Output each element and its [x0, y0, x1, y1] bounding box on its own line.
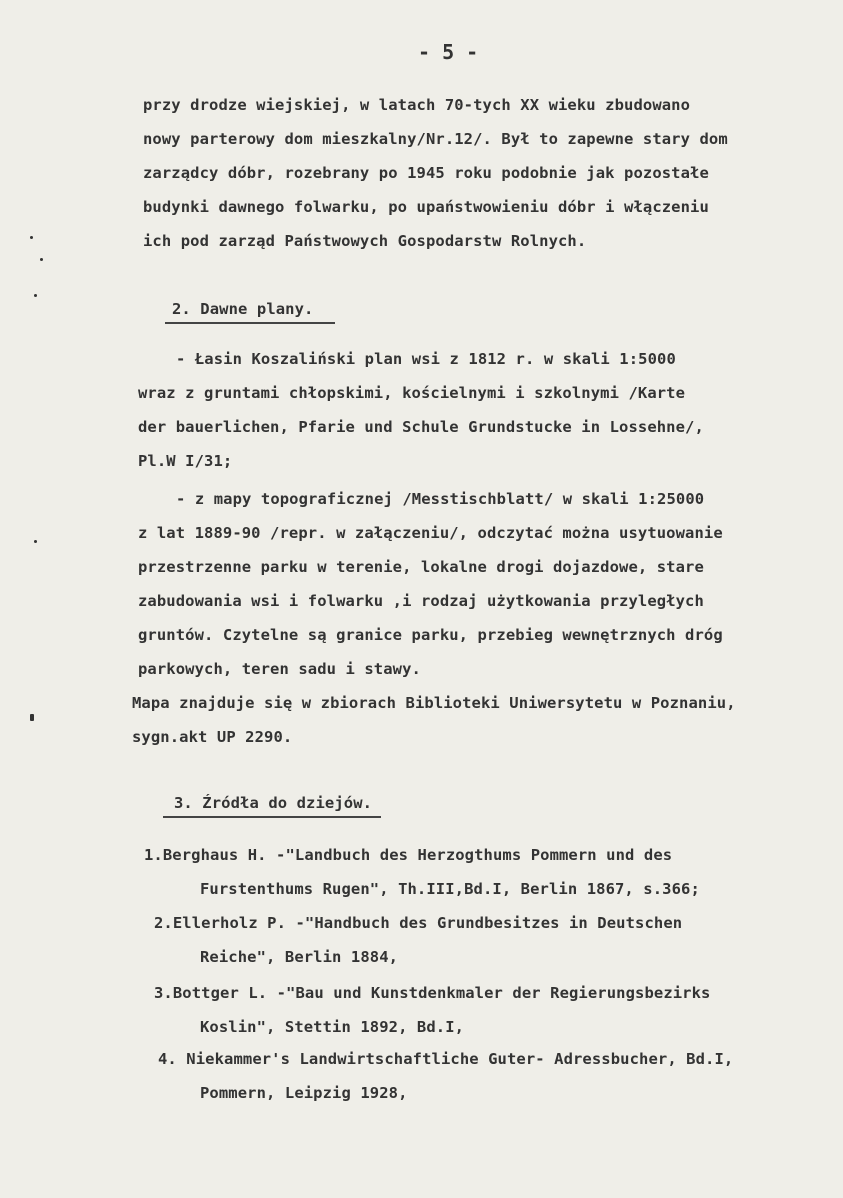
list-item: - z mapy topograficznej /Messtischblatt/ w skali 1:25000	[176, 490, 705, 508]
list-item-continuation: Furstenthums Rugen", Th.III,Bd.I, Berlin 1867, s.366;	[200, 880, 700, 898]
list-item-continuation: Pommern, Leipzig 1928,	[200, 1084, 408, 1102]
paragraph-line: zabudowania wsi i folwarku ,i rodzaj użytkowania przyległych	[138, 592, 704, 610]
list-item-continuation: Reiche", Berlin 1884,	[200, 948, 399, 966]
paragraph-line: sygn.akt UP 2290.	[132, 728, 293, 746]
section-heading: 3. Źródła do dziejów.	[174, 794, 373, 812]
list-item: 3.Bottger L. -"Bau und Kunstdenkmaler der Regierungsbezirks	[154, 984, 711, 1002]
heading-underline	[163, 816, 381, 818]
heading-underline	[165, 322, 335, 324]
paragraph-line: gruntów. Czytelne są granice parku, przebieg wewnętrznych dróg	[138, 626, 723, 644]
margin-mark	[30, 714, 34, 721]
paragraph-line: Pl.W I/31;	[138, 452, 233, 470]
paragraph-line: parkowych, teren sadu i stawy.	[138, 660, 421, 678]
section-heading: 2. Dawne plany.	[172, 300, 314, 318]
paragraph-line: przy drodze wiejskiej, w latach 70-tych XX wieku zbudowano	[143, 96, 691, 114]
list-item: - Łasin Koszaliński plan wsi z 1812 r. w skali 1:5000	[176, 350, 676, 368]
page-number: - 5 -	[418, 40, 479, 64]
list-item: 4. Niekammer's Landwirtschaftliche Guter- Adressbucher, Bd.I,	[158, 1050, 734, 1068]
paragraph-line: przestrzenne parku w terenie, lokalne drogi dojazdowe, stare	[138, 558, 704, 576]
margin-mark	[34, 294, 37, 297]
list-item-continuation: Koslin", Stettin 1892, Bd.I,	[200, 1018, 465, 1036]
list-item: 1.Berghaus H. -"Landbuch des Herzogthums Pommern und des	[144, 846, 673, 864]
paragraph-line: z lat 1889-90 /repr. w załączeniu/, odczytać można usytuowanie	[138, 524, 723, 542]
list-item: 2.Ellerholz P. -"Handbuch des Grundbesitzes in Deutschen	[154, 914, 683, 932]
paragraph-line: wraz z gruntami chłopskimi, kościelnymi i szkolnymi /Karte	[138, 384, 686, 402]
paragraph-line: der bauerlichen, Pfarie und Schule Grundstucke in Lossehne/,	[138, 418, 704, 436]
paragraph-line: budynki dawnego folwarku, po upaństwowieniu dóbr i włączeniu	[143, 198, 709, 216]
paragraph-line: ich pod zarząd Państwowych Gospodarstw Rolnych.	[143, 232, 587, 250]
paragraph-line: zarządcy dóbr, rozebrany po 1945 roku podobnie jak pozostałe	[143, 164, 709, 182]
paragraph-line: Mapa znajduje się w zbiorach Biblioteki Uniwersytetu w Poznaniu,	[132, 694, 736, 712]
margin-mark	[34, 540, 37, 543]
paragraph-line: nowy parterowy dom mieszkalny/Nr.12/. Był to zapewne stary dom	[143, 130, 728, 148]
margin-mark	[30, 236, 33, 239]
margin-mark	[40, 258, 43, 261]
